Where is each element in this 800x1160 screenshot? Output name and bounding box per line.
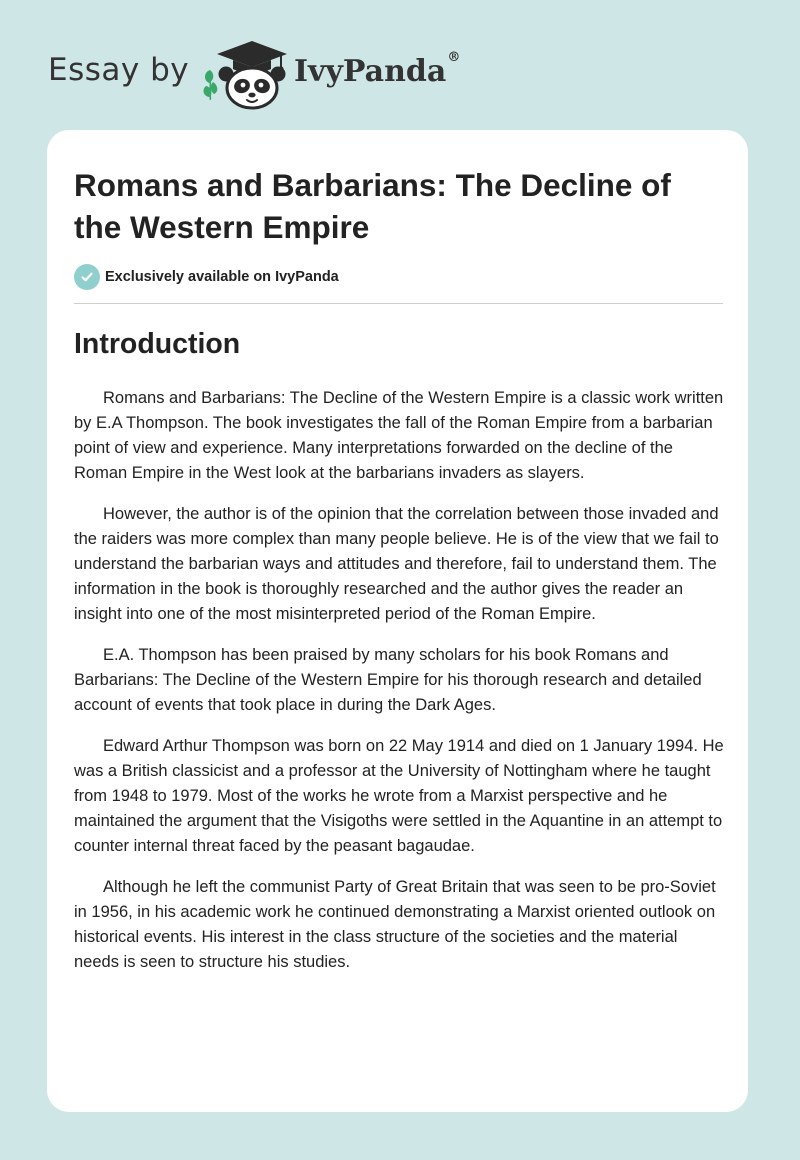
registered-mark: ® bbox=[447, 50, 461, 65]
divider bbox=[74, 303, 723, 304]
essay-by-label: Essay by bbox=[48, 52, 190, 88]
paragraph: Romans and Barbarians: The Decline of the Western Empire is a classic work written by E.A Thompson. The book investigates the fall of the Roman Empire from a barbarian point of view and experience. Many interpretations forwarded on the decline of the Roman Empire in the West look at the barbarians invaders as slayers. bbox=[74, 389, 724, 482]
essay-title: Romans and Barbarians: The Decline of the Western Empire bbox=[74, 167, 671, 245]
check-circle-icon bbox=[74, 264, 100, 290]
exclusive-badge-text: Exclusively available on IvyPanda bbox=[105, 269, 339, 285]
paragraph: Edward Arthur Thompson was born on 22 May 1914 and died on 1 January 1994. He was a British classicist and a professor at the University of Nottingham where he taught from 1948 to 1979. Most of the works he wrote from a Marxist perspective and he maintained the argument that the Visigoths were settled in the Aquantine in an attempt to counter internal threat faced by the peasant bagaudae. bbox=[74, 737, 724, 855]
paragraph: Although he left the communist Party of Great Britain that was seen to be pro-Soviet in 1956, in his academic work he continued demonstrating a Marxist oriented outlook on historical events. His interest in the class structure of the societies and the material needs is seen to structure his studies. bbox=[74, 878, 716, 971]
paragraph: E.A. Thompson has been praised by many scholars for his book Romans and Barbarians: The Decline of the Western Empire for his thorough research and detailed account of events that took place in during the Dark Ages. bbox=[74, 646, 702, 714]
essay-card bbox=[47, 130, 748, 1112]
section-heading-introduction: Introduction bbox=[74, 328, 241, 360]
essay-body bbox=[74, 386, 724, 991]
paragraph: However, the author is of the opinion that the correlation between those invaded and the raiders was more complex than many people believe. He is of the view that we fail to understand the barbarian ways and attitudes and therefore, fail to understand them. The information in the book is thoroughly researched and the author gives the reader an insight into one of the most misinterpreted period of the Roman Empire. bbox=[74, 505, 719, 623]
site-header bbox=[0, 0, 800, 130]
panda-graduate-logo-icon[interactable] bbox=[200, 36, 292, 110]
brand-name[interactable]: IvyPanda® bbox=[294, 50, 461, 89]
exclusive-badge bbox=[74, 264, 339, 290]
